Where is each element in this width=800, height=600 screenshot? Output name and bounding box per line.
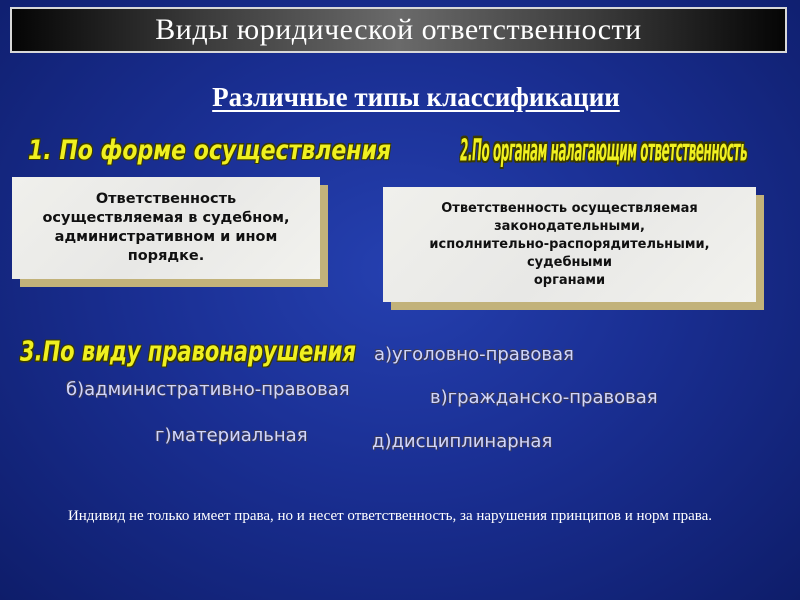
slide-subtitle: Различные типы классификации	[212, 82, 620, 112]
footer-note: Индивид не только имеет права, но и несет ответственность, за нарушения принципов и норм права.	[67, 508, 713, 524]
card-form	[12, 177, 320, 279]
type-administrative: б)административно-правовая	[66, 379, 350, 400]
heading-offense: 3.По виду правонарушения	[20, 336, 356, 368]
type-civil: в)гражданско-правовая	[430, 387, 658, 408]
heading-organs: 2.По органам налагающим ответственность	[460, 135, 748, 170]
title-bar	[10, 7, 787, 53]
card-form-text: Ответственность осуществляемая в судебном, административном и ином порядке.	[42, 191, 290, 264]
slide-title: Виды юридической ответственности	[155, 13, 642, 46]
card-organs	[383, 187, 756, 302]
type-material: г)материальная	[155, 425, 308, 446]
type-disciplinary: д)дисциплинарная	[372, 431, 553, 452]
heading-form: 1. По форме осуществления	[28, 136, 391, 166]
type-criminal: а)уголовно-правовая	[374, 344, 574, 365]
card-organs-text: Ответственность осуществляемая законодательными, исполнительно-распорядительными, судебными органами	[429, 200, 710, 288]
